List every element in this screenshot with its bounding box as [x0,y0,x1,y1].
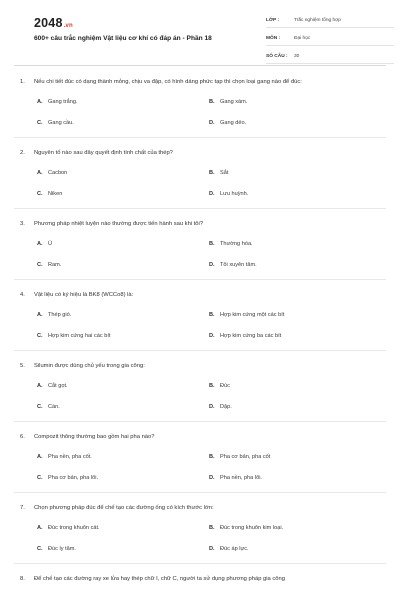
option-text: Đúc trong khuôn cát. [48,525,100,531]
option-grid [37,311,386,340]
option-c[interactable] [37,190,209,198]
option-text: Cán. [48,404,60,410]
option-text: Pha cơ bản, pha lõi. [48,475,99,481]
option-d[interactable] [209,474,381,482]
document-header [14,0,386,66]
option-a[interactable] [37,98,209,106]
divider [14,421,386,422]
option-b[interactable] [209,169,381,177]
option-a[interactable] [37,169,209,177]
option-grid [37,240,386,269]
question-item [14,149,386,209]
option-letter: C. [37,191,43,197]
question-item [14,291,386,351]
option-text: Sắt [220,170,229,176]
meta-value: 30 [294,54,300,59]
option-c[interactable] [37,545,209,553]
option-d[interactable] [209,190,381,198]
option-letter: C. [37,546,43,552]
document-meta [266,14,394,68]
question-item [14,78,386,138]
option-letter: A. [37,454,43,460]
option-grid [37,98,386,127]
logo-main: 2048 [34,16,63,30]
option-text: Đúc áp lực. [220,546,249,552]
option-letter: D. [209,120,215,126]
option-text: Hợp kim cứng ba các bít [220,333,282,339]
question-head [14,78,386,87]
option-a[interactable] [37,524,209,532]
option-text: Gang trắng. [48,99,78,105]
meta-label: LỚP : [266,18,280,23]
question-number: 5. [20,363,25,369]
option-letter: D. [209,262,215,268]
question-text: Nếu chi tiết đúc có dạng thành mỏng, chịu va đập, có hình dáng phức tạp thì chọn loại gang nào để đúc: [34,79,302,85]
option-b[interactable] [209,98,381,106]
question-head [14,362,386,371]
option-text: Cacbon [48,170,68,176]
question-item [14,220,386,280]
meta-label: MÔN : [266,36,281,41]
option-text: Thép gió. [48,312,72,318]
question-number: 8. [20,576,25,582]
option-a[interactable] [37,453,209,461]
option-grid [37,524,386,553]
meta-label: SỐ CÂU : [266,54,288,59]
option-text: Gang dẻo. [220,120,247,126]
option-d[interactable] [209,545,381,553]
option-c[interactable] [37,403,209,411]
option-text: Ủ [48,241,53,247]
option-letter: A. [37,241,43,247]
meta-row-class [266,14,394,28]
option-letter: C. [37,120,43,126]
question-number: 7. [20,505,25,511]
option-a[interactable] [37,382,209,390]
option-text: Pha cơ bản, pha cốt [220,454,271,460]
option-letter: C. [37,475,43,481]
option-a[interactable] [37,311,209,319]
document-title: 600+ câu trắc nghiệm Vật liệu cơ khí có đáp án - Phần 18 [34,35,212,42]
option-text: Ram. [48,262,62,268]
option-c[interactable] [37,119,209,127]
option-text: Thường hóa. [220,241,253,247]
option-text: Pha nền, pha cốt. [48,454,92,460]
divider [14,350,386,351]
option-letter: D. [209,546,215,552]
question-text: Compozit thông thường bao gồm hai pha nào? [34,434,155,440]
option-letter: A. [37,99,43,105]
option-c[interactable] [37,332,209,340]
option-letter: A. [37,170,43,176]
option-d[interactable] [209,332,381,340]
option-text: Tôi xuyên tâm. [220,262,257,268]
option-text: Gang xám. [220,99,248,105]
option-c[interactable] [37,261,209,269]
option-b[interactable] [209,240,381,248]
option-text: Niken [48,191,63,197]
divider [14,208,386,209]
option-letter: D. [209,475,215,481]
question-list [14,66,386,583]
option-grid [37,382,386,411]
option-letter: D. [209,333,215,339]
option-letter: C. [37,262,43,268]
logo-suffix: .vn [63,23,73,29]
question-item [14,433,386,493]
question-head [14,433,386,442]
option-letter: B. [209,383,215,389]
option-text: Hợp kim cứng hai các bít [48,333,111,339]
option-b[interactable] [209,453,381,461]
meta-row-subject [266,32,394,46]
question-number: 2. [20,150,25,156]
option-text: Hợp kim cứng một các bít [220,312,285,318]
option-a[interactable] [37,240,209,248]
question-head [14,291,386,300]
question-number: 1. [20,79,25,85]
divider [14,492,386,493]
divider [14,563,386,564]
option-c[interactable] [37,474,209,482]
option-text: Gang cầu. [48,120,74,126]
option-d[interactable] [209,403,381,411]
question-text: Nguyên tố nào sau đây quyết định tính chất của thép? [34,150,173,156]
meta-value: Trắc nghiệm tổng hợp [294,18,341,23]
option-text: Cắt gọt. [48,383,68,389]
question-head [14,149,386,158]
option-letter: B. [209,170,215,176]
option-letter: B. [209,525,215,531]
option-b[interactable] [209,382,381,390]
question-head [14,504,386,513]
option-letter: A. [37,312,43,318]
option-letter: B. [209,99,215,105]
question-number: 4. [20,292,25,298]
option-text: Đúc trong khuôn kim loại. [220,525,284,531]
meta-value: Đại học [294,36,311,41]
option-letter: B. [209,312,215,318]
question-head [14,575,386,583]
option-grid [37,169,386,198]
question-item [14,362,386,422]
divider [14,137,386,138]
option-b[interactable] [209,524,381,532]
question-item [14,504,386,564]
option-text: Dập. [220,404,232,410]
option-letter: B. [209,241,215,247]
question-item [14,575,386,583]
meta-row-count [266,50,394,64]
divider [14,279,386,280]
option-d[interactable] [209,119,381,127]
option-letter: D. [209,191,215,197]
question-text: Vật liệu có ký hiệu là BK8 (WCCo8) là: [34,292,134,298]
option-text: Đúc ly tâm. [48,546,76,552]
option-text: Đúc [220,383,230,389]
site-logo[interactable] [34,16,73,30]
option-text: Pha nền, pha lõi. [220,475,262,481]
option-grid [37,453,386,482]
option-letter: A. [37,383,43,389]
option-b[interactable] [209,311,381,319]
option-letter: D. [209,404,215,410]
option-letter: B. [209,454,215,460]
option-letter: A. [37,525,43,531]
question-number: 3. [20,221,25,227]
question-text: Phương pháp nhiệt luyện nào thường được tiến hành sau khi tôi? [34,221,204,227]
option-letter: C. [37,333,43,339]
option-d[interactable] [209,261,381,269]
question-text: Chọn phương pháp đúc để chế tạo các đường ống có kích thước lớn: [34,505,214,511]
option-letter: C. [37,404,43,410]
question-head [14,220,386,229]
question-text: Silumin được dùng chủ yếu trong gia công: [34,363,145,369]
option-text: Lưu huỳnh. [220,191,249,197]
question-number: 6. [20,434,25,440]
question-text: Để chế tạo các đường ray xe lửa hay thép chữ I, chữ C, người ta sử dụng phương pháp gia công [34,576,285,582]
